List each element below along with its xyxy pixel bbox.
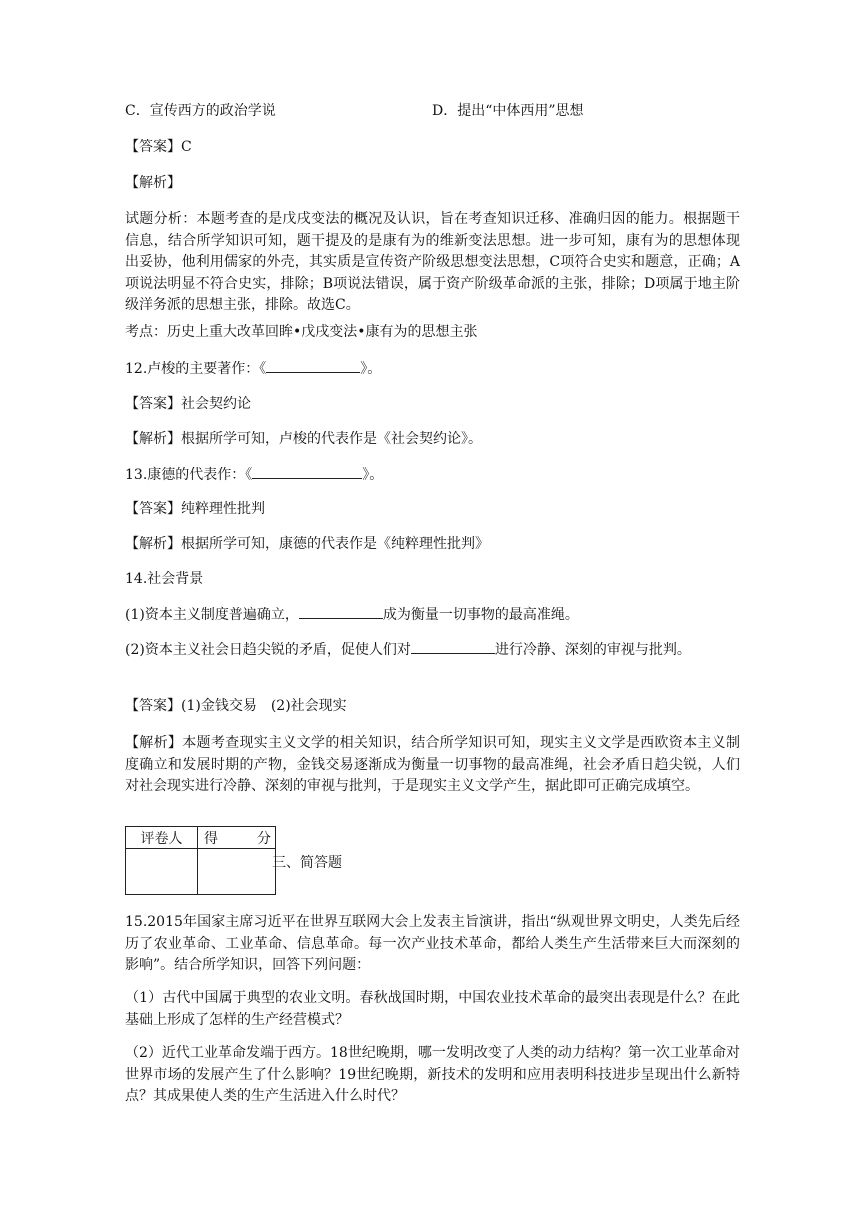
score-cell [198, 849, 276, 895]
q13-answer: 【答案】纯粹理性批判 [125, 501, 265, 517]
reviewer-cell [126, 849, 198, 895]
q14-item1 [125, 604, 740, 627]
q12-answer: 【答案】社会契约论 [125, 396, 251, 412]
q14-item1-blank [299, 604, 383, 619]
score-table [125, 826, 276, 895]
q12-suffix: 》。 [360, 361, 382, 377]
q11-option-d: D．提出“中体西用”思想 [432, 103, 584, 119]
q13-blank [252, 464, 362, 479]
score-fen: 分 [257, 830, 271, 847]
score-header [198, 827, 276, 849]
q11-answer: 【答案】C [125, 139, 192, 155]
q14-analysis: 【解析】本题考查现实主义文学的相关知识，结合所学知识可知，现实主义文学是西欧资本主义制度确立和发展时期的产物，金钱交易逐渐成为衡量一切事物的最高准绳，社会矛盾日趋尖锐，人们对社会现实进行冷静、深刻的审视与批判，于是现实主义文学产生，据此即可正确完成填空。 [125, 735, 740, 794]
q13-suffix: 》。 [362, 467, 384, 483]
q14-item1-prefix: (1)资本主义制度普遍确立， [125, 607, 299, 623]
q15-part1: （1）古代中国属于典型的农业文明。春秋战国时期，中国农业技术革命的最突出表现是什么？在此基础上形成了怎样的生产经营模式？ [125, 990, 740, 1028]
q11-options-row [125, 101, 740, 123]
q11-kaodian: 考点：历史上重大改革回眸•戊戌变法•康有为的思想主张 [125, 324, 478, 340]
q14-item1-suffix: 成为衡量一切事物的最高准绳。 [382, 607, 579, 623]
q12-question [125, 358, 740, 381]
q11-analysis-label: 【解析】 [125, 175, 181, 191]
q13-prefix: 13.康德的代表作：《 [125, 467, 253, 483]
section3-title: 三、简答题 [272, 855, 342, 871]
q14-item2-prefix: (2)资本主义社会日趋尖锐的矛盾，促使人们对 [125, 642, 411, 658]
q13-analysis: 【解析】根据所学可知，康德的代表作是《纯粹理性批判》 [125, 536, 489, 552]
reviewer-header: 评卷人 [126, 827, 198, 849]
q12-blank [266, 358, 360, 373]
q12-analysis: 【解析】根据所学可知，卢梭的代表作是《社会契约论》。 [125, 431, 482, 447]
q14-item2 [125, 639, 740, 662]
q12-prefix: 12.卢梭的主要著作：《 [125, 361, 267, 377]
q11-option-c: C．宣传西方的政治学说 [125, 103, 276, 119]
q14-item2-blank [411, 639, 495, 654]
q14-item2-suffix: 进行冷静、深刻的审视与批判。 [494, 642, 691, 658]
q15-part2: （2）近代工业革命发端于西方。18世纪晚期，哪一发明改变了人类的动力结构？第一次工业革命对世界市场的发展产生了什么影响？19世纪晚期，新技术的发明和应用表明科技进步呈现出什么新特点？其成果使人类的生产生活进入什么时代？ [125, 1045, 740, 1104]
q11-analysis-text: 试题分析：本题考查的是戊戌变法的概况及认识，旨在考查知识迁移、准确归因的能力。根据题干信息，结合所学知识可知，题干提及的是康有为的维新变法思想。进一步可知，康有为的思想体现出妥协，他利用儒家的外壳，其实质是宣传资产阶级思想变法思想，C项符合史实和题意，正确；A项说法明显不符合史实，排除；B项说法错误，属于资产阶级革命派的主张，排除；D项属于地主阶级洋务派的思想主张，排除。故选C。 [125, 211, 740, 313]
q14-answer: 【答案】(1)金钱交易 (2)社会现实 [125, 698, 347, 714]
q14-title: 14.社会背景 [125, 571, 204, 587]
q15-stem: 15.2015年国家主席习近平在世界互联网大会上发表主旨演讲，指出“纵观世界文明史，人类先后经历了农业革命、工业革命、信息革命。每一次产业技术革命，都给人类生产生活带来巨大而深刻的影响”。结合所学知识，回答下列问题： [125, 914, 740, 973]
q13-question [125, 464, 740, 487]
score-de: 得 [204, 830, 218, 847]
